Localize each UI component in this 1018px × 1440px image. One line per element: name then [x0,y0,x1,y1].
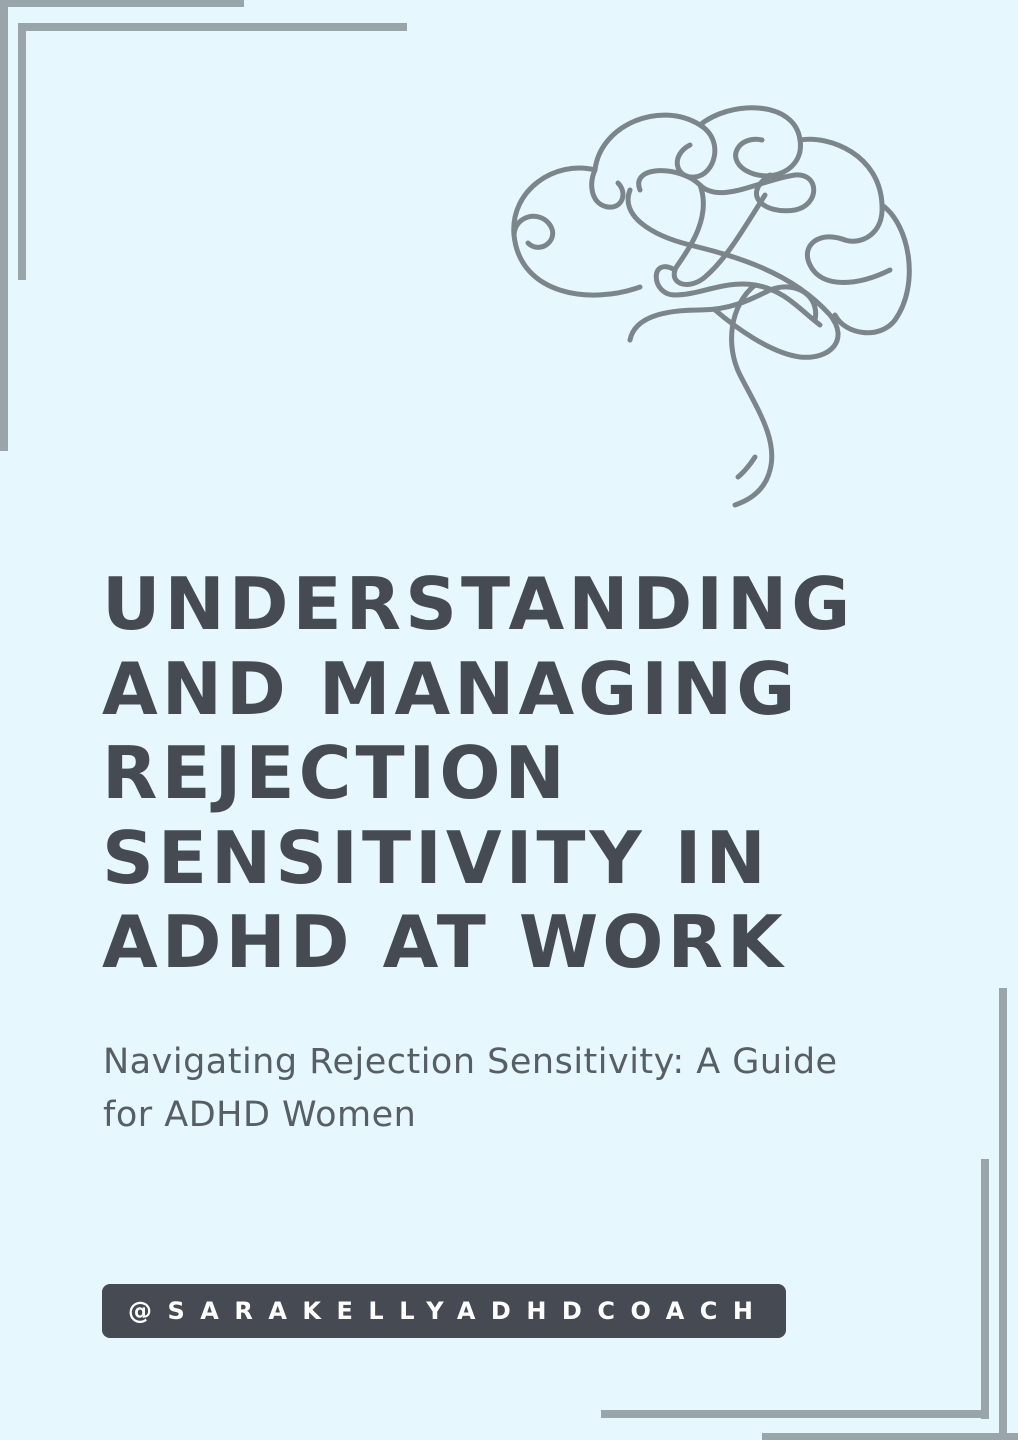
cover-title [102,562,982,985]
corner-frame-bottom-right-inner-horizontal [601,1410,989,1418]
title-line: REJECTION [102,731,569,815]
corner-frame-top-left-outer-vertical [0,0,8,451]
corner-frame-top-left-inner-horizontal [18,23,407,31]
title-line: SENSITIVITY IN [102,815,770,900]
corner-frame-top-left-inner-vertical [18,23,26,280]
brain-line-icon [500,95,920,515]
title-line: AND MANAGING [102,646,800,731]
title-line: UNDERSTANDING [102,562,855,646]
corner-frame-top-left-outer-horizontal [0,0,244,7]
title-line: ADHD AT WORK [102,900,787,984]
cover-subtitle: Navigating Rejection Sensitivity: A Guide for ADHD Women [103,1042,838,1135]
social-handle-text: @SARAKELLYADHDCOACH [128,1297,769,1325]
corner-frame-bottom-right-inner-vertical [981,1159,989,1419]
social-handle-badge [102,1284,786,1338]
corner-frame-bottom-right-outer-vertical [999,988,1007,1440]
corner-frame-bottom-right-outer-horizontal [762,1433,1018,1440]
